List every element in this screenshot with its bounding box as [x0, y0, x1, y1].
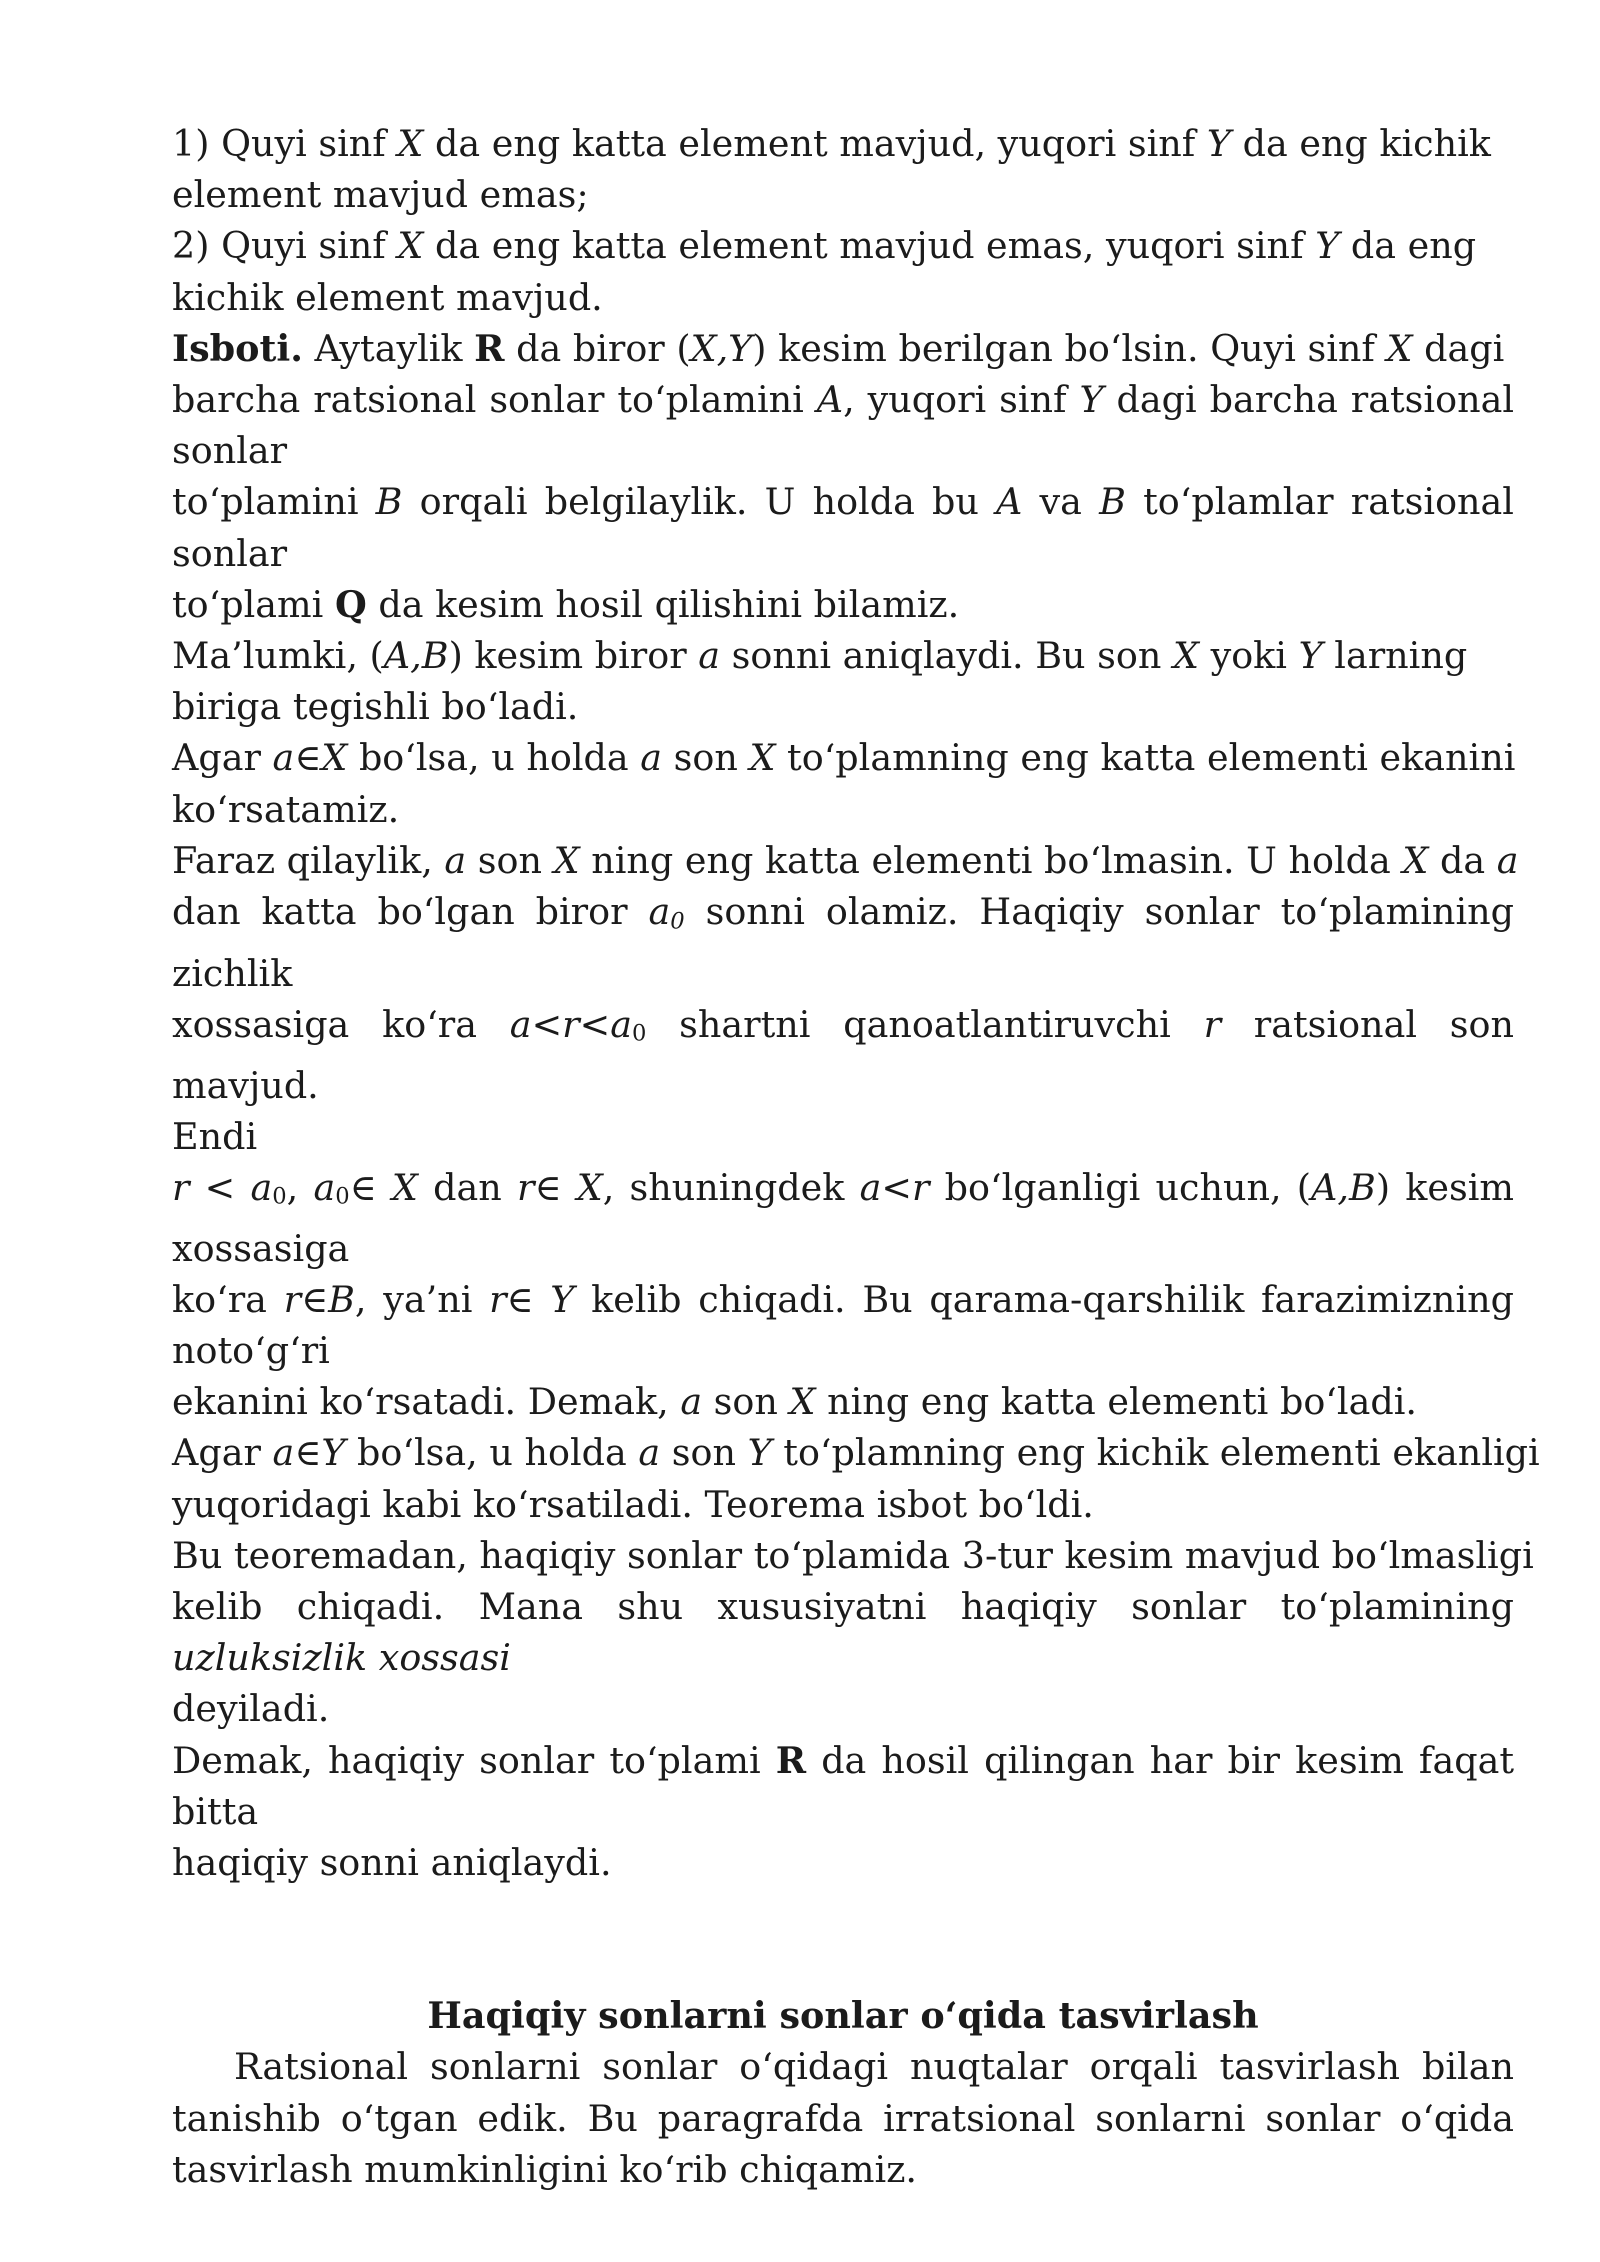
text-run: yoki: [1198, 634, 1299, 678]
body-line: [172, 948, 1514, 999]
text-run: Aytaylik: [302, 326, 475, 370]
text-run: X: [397, 122, 424, 165]
text-run: xossasiga: [172, 1226, 350, 1270]
text-run: Y: [550, 1277, 575, 1321]
text-run: X: [789, 1380, 816, 1424]
text-run: ∈: [301, 1277, 329, 1321]
text-run: 0: [335, 1183, 350, 1210]
body-line: [172, 1162, 1514, 1223]
text-run: ning eng katta elementi bo‘ladi.: [815, 1380, 1417, 1424]
text-run: da: [1428, 838, 1497, 882]
text-run: 1) Quyi sinf: [172, 122, 398, 165]
text-run: r: [911, 1165, 930, 1209]
text-run: a: [272, 736, 295, 780]
text-run: dan katta bo‘lgan biror: [172, 890, 649, 934]
text-run: X: [397, 224, 424, 268]
body-line: [172, 374, 1514, 425]
text-run: B: [1099, 480, 1126, 524]
body-line: [172, 1325, 1514, 1376]
text-run: a: [648, 890, 671, 934]
section-spacer: [172, 1888, 1514, 1990]
text-run: da biror (: [504, 326, 691, 370]
section-line: [172, 2041, 1514, 2092]
text-run: da hosil qilingan har bir kesim faqat: [806, 1738, 1514, 1782]
body-line: [172, 886, 1514, 948]
section-paragraph: [172, 2041, 1514, 2195]
text-run: Y: [1315, 224, 1340, 268]
text-run: bo‘lganligi uchun, (: [929, 1165, 1312, 1209]
text-run: Ratsional sonlarni sonlar o‘qidagi nuqtalar orqali tasvirlash bilan: [234, 2045, 1514, 2089]
text-run: kelib chiqadi. Mana shu xususiyatni haqiqiy sonlar to‘plamining: [172, 1584, 1514, 1628]
text-run: to‘plami: [172, 582, 335, 626]
text-run: kelib chiqadi. Bu qarama-qarshilik farazimizning: [574, 1277, 1514, 1321]
text-run: , ya’ni: [354, 1277, 490, 1321]
text-run: A: [996, 480, 1023, 524]
text-run: to‘plamning eng kichik elementi ekanligi: [771, 1431, 1540, 1475]
body-line: [172, 1223, 1514, 1274]
text-run: Bu teoremadan, haqiqiy sonlar to‘plamida 3-tur kesim mavjud bo‘lmasligi: [172, 1533, 1534, 1577]
text-run: , shuningdek: [602, 1165, 860, 1209]
body-line: [172, 528, 1514, 579]
text-run: tanishib o‘tgan edik. Bu paragrafda irratsional sonlarni sonlar o‘qida: [172, 2096, 1514, 2140]
text-run: son: [466, 838, 554, 882]
body-line: [172, 1683, 1514, 1734]
body-line: [172, 784, 1514, 835]
body-line: [172, 220, 1514, 271]
text-run: 0: [272, 1183, 287, 1210]
text-run: r: [172, 1165, 190, 1209]
text-run: deyiladi.: [172, 1687, 330, 1731]
text-run: a: [313, 1165, 336, 1209]
text-run: da eng katta element mavjud, yuqori sinf: [423, 122, 1207, 165]
body-line: [172, 272, 1514, 323]
text-run: a: [680, 1380, 703, 1424]
text-run: to‘plamning eng katta elementi ekanini: [775, 736, 1516, 780]
body-line: [172, 1581, 1514, 1632]
text-run: haqiqiy sonni aniqlaydi.: [172, 1841, 612, 1884]
text-run: Y: [321, 1431, 346, 1475]
text-run: ekanini ko‘rsatadi. Demak,: [172, 1380, 681, 1424]
text-run: bo‘lsa, u holda: [345, 1431, 639, 1475]
text-run: zichlik: [172, 951, 293, 995]
text-run: r: [489, 1277, 507, 1321]
text-run: Agar: [172, 1431, 273, 1475]
text-run: a: [640, 736, 663, 780]
body-line: [172, 1632, 1514, 1683]
text-run: dagi: [1412, 326, 1505, 370]
body-line: [172, 1111, 1514, 1162]
text-run: r: [283, 1277, 302, 1321]
text-run: A: [816, 378, 844, 422]
body-line: [172, 476, 1514, 527]
text-run: da eng katta element mavjud emas, yuqori sinf: [423, 224, 1316, 268]
body-line: [172, 579, 1514, 630]
text-run: <: [881, 1165, 912, 1209]
text-run: Faraz qilaylik,: [172, 838, 445, 882]
text-run: X,Y: [690, 326, 753, 370]
text-run: ∈: [294, 736, 322, 780]
text-run: uzluksizlik xossasi: [172, 1636, 511, 1680]
body-line: [172, 681, 1514, 732]
text-run: Ma’lumki, (: [172, 634, 384, 678]
body-line: [172, 425, 1514, 476]
text-run: a: [250, 1165, 273, 1209]
body-line: [172, 169, 1514, 220]
text-run: B: [328, 1277, 355, 1321]
text-run: a: [272, 1431, 295, 1475]
text-run: r: [516, 1165, 535, 1209]
text-run: A,B: [1311, 1165, 1376, 1209]
text-run: ∈: [534, 1165, 577, 1209]
text-run: X: [749, 736, 776, 780]
text-run: element mavjud emas;: [172, 173, 589, 217]
text-run: X: [391, 1165, 418, 1209]
text-run: to‘plamlar ratsional: [1125, 480, 1514, 524]
text-run: Q: [334, 582, 367, 626]
text-run: r: [562, 1002, 580, 1046]
text-run: a: [610, 1002, 632, 1046]
text-run: <: [531, 1002, 563, 1046]
text-run: ning eng katta elementi bo‘lmasin. U holda: [579, 838, 1403, 882]
text-run: 2) Quyi sinf: [172, 224, 398, 268]
text-run: a: [859, 1165, 882, 1209]
text-run: dan: [417, 1165, 517, 1209]
text-run: Endi: [172, 1114, 258, 1158]
text-run: 0: [670, 908, 685, 935]
text-run: sonlar: [172, 429, 288, 473]
text-run: <: [579, 1002, 611, 1046]
text-run: Agar: [172, 736, 273, 780]
body-line: [172, 1530, 1534, 1581]
text-run: Demak, haqiqiy sonlar to‘plami: [172, 1738, 776, 1782]
text-run: bo‘lsa, u holda: [347, 736, 641, 780]
text-run: ko‘ra: [172, 1277, 284, 1321]
text-run: noto‘g‘ri: [172, 1328, 330, 1372]
text-run: A,B: [383, 634, 449, 678]
body-line: [172, 1479, 1514, 1530]
text-run: , yuqori sinf: [843, 378, 1080, 422]
text-run: Y: [747, 1431, 772, 1475]
body-line: [172, 1735, 1514, 1786]
text-run: R: [474, 326, 505, 370]
text-run: a: [509, 1002, 532, 1046]
text-run: <: [189, 1165, 251, 1209]
text-run: X: [1386, 326, 1413, 370]
text-run: da kesim hosil qilishini bilamiz.: [366, 582, 960, 626]
text-run: a: [638, 1431, 661, 1475]
text-run: sonlar: [172, 531, 288, 575]
text-run: ∈: [506, 1277, 551, 1321]
text-run: to‘plamini: [172, 480, 376, 524]
text-run: bitta: [172, 1789, 259, 1833]
text-run: Isboti.: [172, 326, 303, 370]
text-run: Y: [1298, 634, 1323, 678]
body-line: [172, 1427, 1540, 1478]
text-run: X: [321, 736, 348, 780]
text-run: ) kesim biror: [448, 634, 699, 678]
text-run: va: [1022, 480, 1100, 524]
section-line: [172, 2144, 1514, 2195]
text-run: X: [576, 1165, 603, 1209]
text-run: shartni qanoatlantiruvchi: [646, 1002, 1204, 1046]
text-run: X: [1172, 634, 1199, 678]
body-line: [172, 1837, 1514, 1888]
body-line: [172, 835, 1519, 886]
text-run: orqali belgilaylik. U holda bu: [402, 480, 997, 524]
body-line: [172, 118, 1514, 169]
text-run: ∈: [349, 1165, 392, 1209]
text-run: ) kesim: [1375, 1165, 1515, 1209]
text-run: 0: [631, 1020, 647, 1047]
text-run: R: [775, 1738, 807, 1782]
page-text: [172, 118, 1540, 2195]
body-line: [172, 1274, 1514, 1325]
text-run: son: [702, 1380, 790, 1424]
text-run: da eng: [1339, 224, 1477, 268]
text-run: ) kesim berilgan bo‘lsin. Quyi sinf: [752, 326, 1387, 370]
text-run: yuqoridagi kabi ko‘rsatiladi. Teorema isbot bo‘ldi.: [172, 1482, 1094, 1526]
text-run: a: [698, 634, 721, 678]
text-run: X: [553, 838, 580, 882]
text-run: ∈: [294, 1431, 322, 1475]
body-line: [172, 323, 1514, 374]
text-run: sonni aniqlaydi. Bu son: [720, 634, 1173, 678]
text-run: ,: [286, 1165, 314, 1209]
text-run: da eng kichik: [1230, 122, 1491, 165]
section-line: [172, 2093, 1514, 2144]
body-line: [172, 732, 1514, 783]
text-run: Y: [1079, 378, 1104, 422]
text-run: kichik element mavjud.: [172, 275, 603, 319]
body-line: [172, 999, 1514, 1111]
body-line: [172, 630, 1514, 681]
text-run: sonni olamiz. Haqiqiy sonlar to‘plamining: [684, 890, 1514, 934]
body-line: [172, 1786, 1514, 1837]
text-run: xossasiga ko‘ra: [172, 1002, 510, 1046]
text-run: r: [1203, 1002, 1222, 1046]
text-run: barcha ratsional sonlar to‘plamini: [172, 378, 817, 422]
text-run: ko‘rsatamiz.: [172, 787, 400, 831]
text-run: a: [1496, 838, 1519, 882]
text-run: Y: [1206, 122, 1231, 165]
text-run: larning: [1322, 634, 1468, 678]
section-heading: Haqiqiy sonlarni sonlar o‘qida tasvirlash: [427, 1994, 1259, 2038]
text-run: X: [1402, 838, 1429, 882]
text-run: a: [444, 838, 467, 882]
text-run: biriga tegishli bo‘ladi.: [172, 685, 579, 729]
text-run: son: [662, 736, 750, 780]
text-run: ratsional son mavjud.: [172, 1002, 1515, 1107]
text-run: dagi barcha ratsional: [1103, 378, 1515, 422]
text-run: B: [375, 480, 403, 524]
body-line: [172, 1376, 1514, 1427]
theorem-proof-text: [172, 118, 1540, 1888]
text-run: tasvirlash mumkinligini ko‘rib chiqamiz.: [172, 2147, 918, 2191]
text-run: son: [660, 1431, 748, 1475]
